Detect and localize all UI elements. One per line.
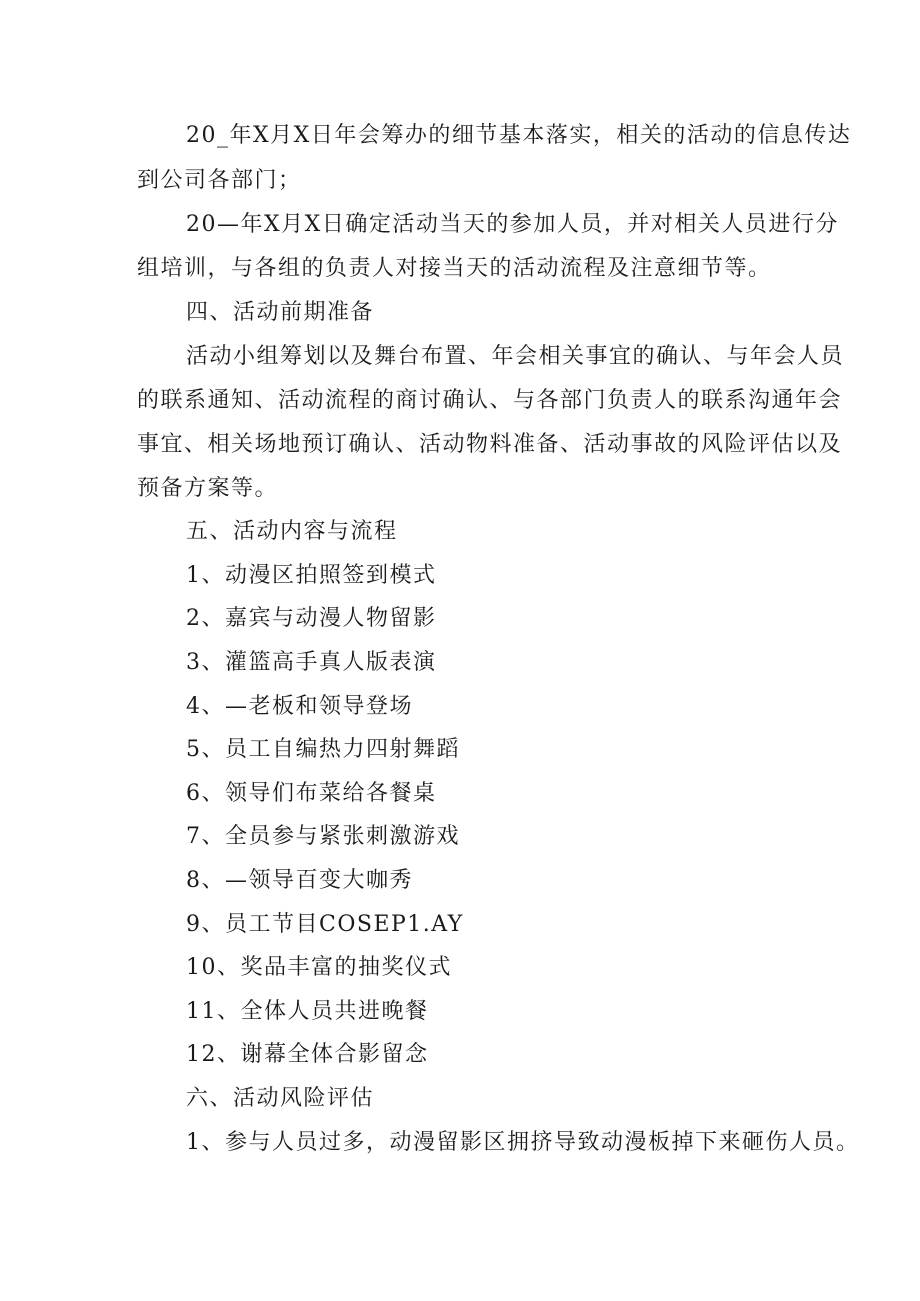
list-item: 2、嘉宾与动漫人物留影 — [186, 606, 437, 631]
section-heading-five: 五、活动内容与流程 — [186, 519, 398, 544]
list-item: 10、奖品丰富的抽奖仪式 — [186, 955, 452, 980]
paragraph-line: 到公司各部门； — [137, 168, 302, 193]
section-heading-four: 四、活动前期准备 — [186, 300, 375, 325]
list-item: 3、灌篮高手真人版表演 — [186, 650, 437, 675]
paragraph-line: 活动小组筹划以及舞台布置、年会相关事宜的确认、与年会人员 — [186, 344, 845, 369]
list-item: 12、谢幕全体合影留念 — [186, 1042, 429, 1067]
paragraph-line: 的联系通知、活动流程的商讨确认、与各部门负责人的联系沟通年会 — [137, 388, 843, 413]
paragraph-line: 20—年X月X日确定活动当天的参加人员，并对相关人员进行分 — [186, 212, 839, 237]
list-item: 5、员工自编热力四射舞蹈 — [186, 737, 460, 762]
list-item: 6、领导们布菜给各餐桌 — [186, 781, 437, 806]
list-item: 4、—老板和领导登场 — [186, 694, 413, 719]
list-item: 1、参与人员过多，动漫留影区拥挤导致动漫板掉下来砸伤人员。 — [186, 1130, 860, 1155]
list-item: 7、全员参与紧张刺激游戏 — [186, 824, 460, 849]
paragraph-line: 预备方案等。 — [137, 476, 279, 501]
paragraph-line: 20_年X月X日年会筹办的细节基本落实，相关的活动的信息传达 — [186, 123, 852, 148]
list-item: 1、动漫区拍照签到模式 — [186, 563, 437, 588]
paragraph-line: 组培训，与各组的负责人对接当天的活动流程及注意细节等。 — [137, 256, 772, 281]
paragraph-line: 事宜、相关场地预订确认、活动物料准备、活动事故的风险评估以及 — [137, 432, 843, 457]
section-heading-six: 六、活动风险评估 — [186, 1086, 375, 1111]
list-item: 11、全体人员共进晚餐 — [186, 999, 429, 1024]
list-item: 9、员工节目COSEP1.AY — [186, 912, 464, 937]
list-item: 8、—领导百变大咖秀 — [186, 868, 413, 893]
